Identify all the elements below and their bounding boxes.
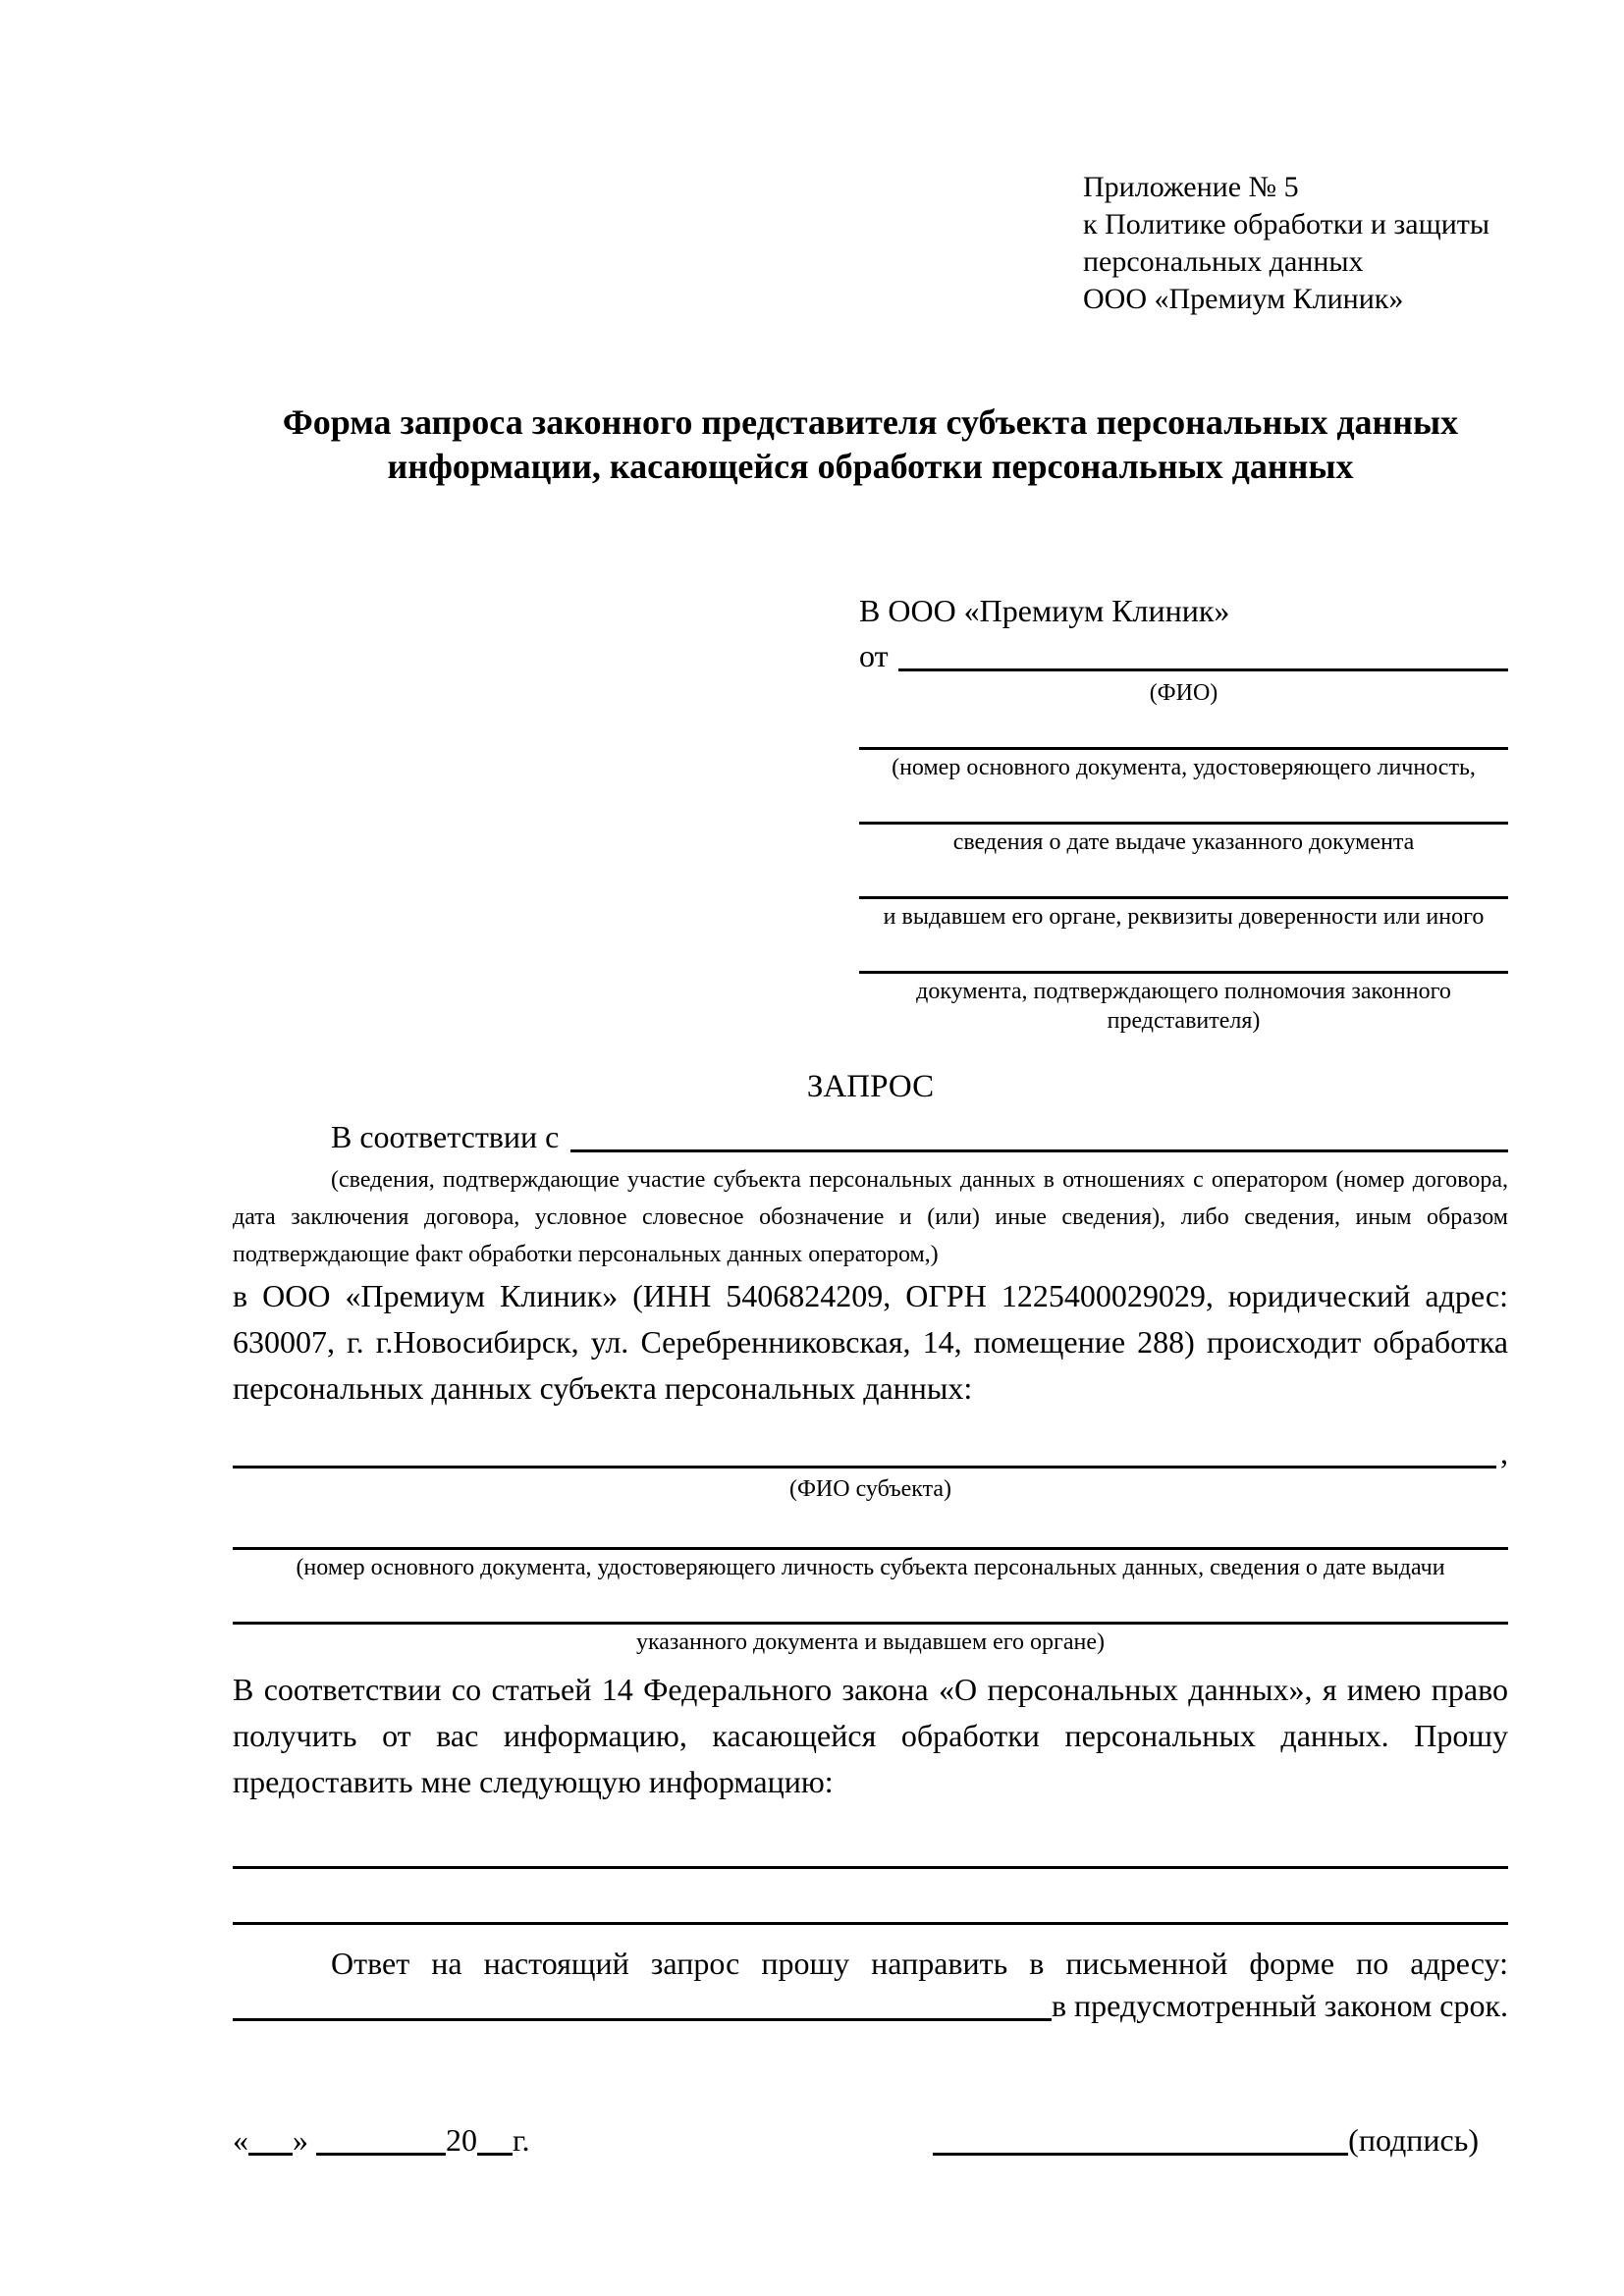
annex-header: [1083, 169, 1508, 318]
reply-address-blank-line: [233, 2018, 1052, 2021]
blank-field-line: [859, 896, 1508, 899]
subject-fio-blank-line: [233, 1466, 1496, 1468]
fio-blank-line: [898, 668, 1508, 671]
according-caption: (сведения, подтверждающие участие субъекта персональных данных в отношениях с оператором (номер договора, дата заключения договора, условное словесное обозначение и (или) иные сведения), либо сведения, иным образом подтверждающие факт обработки персональных данных оператором,): [233, 1167, 1508, 1267]
from-row: [859, 638, 1508, 674]
annex-line: к Политике обработки и защиты: [1083, 208, 1490, 240]
annex-line: персональных данных: [1083, 245, 1364, 278]
blank-field-line: [859, 822, 1508, 825]
doc-caption: сведения о дате выдаче указанного документа: [952, 829, 1415, 855]
according-label: В соответствии с: [331, 1119, 560, 1154]
fio-caption: (ФИО): [1149, 680, 1218, 706]
from-label: от: [859, 638, 889, 673]
reply-address-row: [233, 1988, 1508, 2024]
doc-caption: и выдавшем его органе, реквизиты доверенности или иного: [883, 904, 1485, 930]
blank-field-line: [233, 1547, 1508, 1550]
year-prefix: 20: [446, 2122, 477, 2158]
blank-field-line: [233, 1866, 1508, 1869]
blank-field-line: [859, 747, 1508, 750]
footer-row: [233, 2122, 1508, 2159]
subject-doc-caption: указанного документа и выдавшем его органе): [635, 1629, 1106, 1655]
subject-comma: ,: [1500, 1435, 1508, 1470]
subject-fio-row: [233, 1435, 1508, 1471]
addressee-organization: В ООО «Премиум Клиник»: [859, 593, 1230, 628]
doc-caption: документа, подтверждающего полномочия законного представителя): [916, 979, 1451, 1034]
blank-field-line: [859, 971, 1508, 974]
blank-field-line: [233, 1622, 1508, 1625]
doc-caption: (номер основного документа, удостоверяющего личность,: [892, 755, 1476, 780]
date-quote-open: «: [233, 2122, 248, 2158]
date-line: [233, 2122, 530, 2159]
signature-blank-line: [933, 2151, 1348, 2156]
month-blank-line: [316, 2151, 446, 2156]
date-quote-close: »: [293, 2122, 308, 2158]
document-title: Форма запроса законного представителя субъекта персональных данных информации, касающейся обработки персональных данных: [282, 402, 1459, 486]
addressee-block: [859, 591, 1508, 1036]
day-blank-line: [248, 2151, 293, 2156]
annex-line: ООО «Премиум Клиник»: [1083, 283, 1404, 315]
year-blank-line: [477, 2151, 513, 2156]
blank-field-line: [233, 1922, 1508, 1925]
subject-fio-caption: (ФИО субъекта): [788, 1476, 952, 1502]
annex-line: Приложение № 5: [1083, 171, 1299, 203]
year-suffix: г.: [513, 2122, 530, 2158]
according-row: [233, 1119, 1508, 1155]
according-blank-line: [570, 1149, 1508, 1152]
signature-caption: (подпись): [1348, 2122, 1479, 2158]
signature-line-group: [933, 2122, 1479, 2159]
request-heading: ЗАПРОС: [806, 1069, 935, 1104]
rights-paragraph: В соответствии со статьей 14 Федерального закона «О персональных данных», я имею право получить от вас информацию, касающейся обработки персональных данных. Прошу предоставить мне следующую информацию:: [233, 1672, 1508, 1799]
reply-tail: в предусмотренный законом срок.: [1051, 1988, 1508, 2023]
operator-paragraph: в ООО «Премиум Клиник» (ИНН 5406824209, ОГРН 1225400029029, юридический адрес: 630007, г. г.Новосибирск, ул. Серебренниковская, 14, помещение 288) происходит обработка персональных данных субъекта персональных данных:: [233, 1278, 1508, 1406]
subject-doc-caption: (номер основного документа, удостоверяющего личность субъекта персональных данных, сведения о дате выдачи: [296, 1555, 1445, 1580]
reply-paragraph: Ответ на настоящий запрос прошу направить в письменной форме по адресу:: [331, 1946, 1508, 1981]
